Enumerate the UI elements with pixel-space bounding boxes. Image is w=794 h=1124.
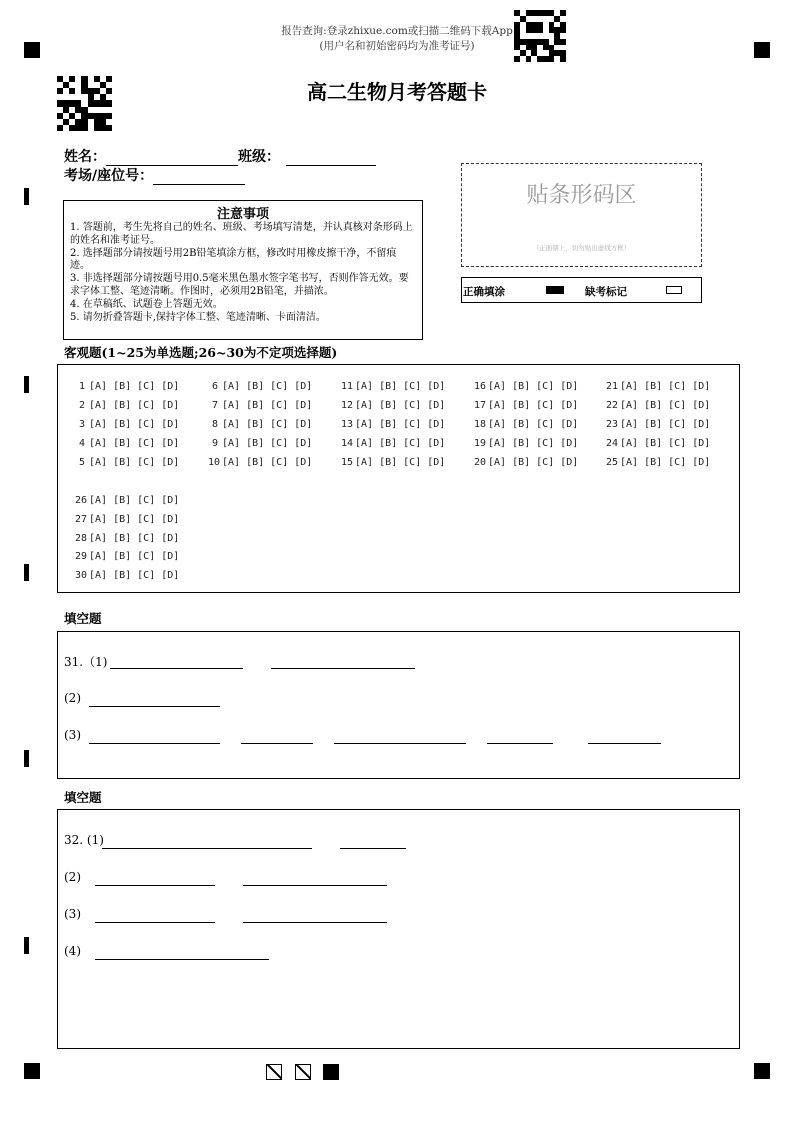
question-number: 26 (75, 495, 88, 506)
answer-options[interactable]: [A] [B] [C] [D] (89, 495, 180, 506)
qr-cell (106, 125, 112, 131)
question-32-1: 32. (1) (64, 833, 104, 847)
question-number: 1 (78, 381, 85, 392)
question-number: 11 (341, 381, 354, 392)
answer-line[interactable] (95, 959, 269, 960)
answer-options[interactable]: [A] [B] [C] [D] (89, 438, 180, 449)
notice-title: 注意事项 (216, 207, 269, 222)
answer-options[interactable]: [A] [B] [C] [D] (89, 570, 180, 581)
student-info-row1 (64, 146, 376, 166)
class-label: 班级： (238, 149, 280, 165)
name-label: 姓名： (64, 149, 106, 165)
question-number: 2 (78, 400, 85, 411)
timing-mark (24, 937, 29, 954)
report-info-line1: 报告查询:登录zhixue.com或扫描二维码下载App (281, 25, 513, 37)
question-number: 13 (341, 419, 354, 430)
question-number: 30 (75, 570, 88, 581)
question-number: 17 (474, 400, 487, 411)
answer-options[interactable]: [A] [B] [C] [D] (355, 438, 446, 449)
answer-options[interactable]: [A] [B] [C] [D] (488, 400, 579, 411)
question-number: 8 (211, 419, 218, 430)
answer-line[interactable] (89, 743, 220, 744)
notice-item: 3. 非选择题部分请按题号用0.5毫米黑色墨水签字笔书写，否则作答无效。要求字体工整、笔迹清晰。作图时，必须用2B铅笔，并描浓。 (70, 273, 409, 297)
question-number: 19 (474, 438, 487, 449)
answer-options[interactable]: [A] [B] [C] [D] (488, 457, 579, 468)
answer-line[interactable] (588, 743, 661, 744)
question-number: 7 (211, 400, 218, 411)
question-number: 28 (75, 533, 88, 544)
answer-options[interactable]: [A] [B] [C] [D] (89, 551, 180, 562)
question-number: 23 (606, 419, 619, 430)
fill-in-title-1: 填空题 (64, 611, 102, 626)
question-31-1: 31.（1) (64, 655, 108, 669)
report-info-line2: (用户名和初始密码均为准考证号) (319, 40, 475, 52)
answer-options[interactable]: [A] [B] [C] [D] (89, 381, 180, 392)
answer-options[interactable]: [A] [B] [C] [D] (89, 419, 180, 430)
corner-mark-bottom-left (24, 1063, 40, 1079)
question-number: 14 (341, 438, 354, 449)
barcode-area (461, 163, 702, 267)
answer-options[interactable]: [A] [B] [C] [D] (620, 419, 711, 430)
page-title: 高二生物月考答题卡 (307, 80, 487, 104)
answer-options[interactable]: [A] [B] [C] [D] (620, 381, 711, 392)
answer-options[interactable]: [A] [B] [C] [D] (620, 400, 711, 411)
report-info (0, 24, 794, 54)
answer-line[interactable] (241, 743, 313, 744)
notice-item: 4. 在草稿纸、试题卷上答题无效。 (70, 298, 223, 310)
fill-in-box-32 (57, 809, 740, 1049)
question-number: 21 (606, 381, 619, 392)
question-32-3: (3) (64, 907, 81, 921)
answer-line[interactable] (243, 922, 387, 923)
answer-line[interactable] (487, 743, 553, 744)
question-number: 25 (606, 457, 619, 468)
qr-cell (560, 56, 566, 62)
answer-options[interactable]: [A] [B] [C] [D] (89, 514, 180, 525)
answer-options[interactable]: [A] [B] [C] [D] (620, 438, 711, 449)
answer-line[interactable] (271, 668, 415, 669)
question-number: 18 (474, 419, 487, 430)
qr-code-download (514, 10, 566, 62)
timing-mark (24, 376, 29, 393)
timing-mark (24, 564, 29, 581)
absent-label: 缺考标记 (585, 286, 627, 298)
room-seat-field[interactable] (153, 168, 245, 185)
notice-item: 5. 请勿折叠答题卡,保持字体工整、笔迹清晰、卡面清洁。 (70, 311, 326, 323)
question-number: 12 (341, 400, 354, 411)
answer-line[interactable] (95, 885, 215, 886)
question-31-2: (2) (64, 691, 81, 705)
room-seat-label: 考场/座位号： (64, 168, 154, 184)
answer-options[interactable]: [A] [B] [C] [D] (89, 457, 180, 468)
objective-title: 客观题(1~25为单选题;26~30为不定项选择题) (64, 345, 338, 360)
question-number: 15 (341, 457, 354, 468)
question-number: 4 (78, 438, 85, 449)
answer-options[interactable]: [A] [B] [C] [D] (89, 533, 180, 544)
answer-options[interactable]: [A] [B] [C] [D] (355, 381, 446, 392)
answer-line[interactable] (89, 706, 220, 707)
barcode-hint: （正面朝上，切勿贴出虚线方框） (532, 244, 631, 252)
correct-fill-label: 正确填涂 (463, 286, 505, 298)
answer-options[interactable]: [A] [B] [C] [D] (488, 419, 579, 430)
answer-options[interactable]: [A] [B] [C] [D] (222, 457, 313, 468)
answer-options[interactable]: [A] [B] [C] [D] (488, 438, 579, 449)
absent-checkbox[interactable] (666, 286, 682, 294)
answer-options[interactable]: [A] [B] [C] [D] (222, 400, 313, 411)
answer-options[interactable]: [A] [B] [C] [D] (89, 400, 180, 411)
answer-options[interactable]: [A] [B] [C] [D] (355, 457, 446, 468)
answer-options[interactable]: [A] [B] [C] [D] (355, 400, 446, 411)
question-number: 6 (211, 381, 218, 392)
question-number: 22 (606, 400, 619, 411)
answer-line[interactable] (340, 848, 406, 849)
notice-item: 2. 选择题部分请按题号用2B铅笔填涂方框，修改时用橡皮擦干净，不留痕迹。 (70, 247, 397, 272)
page-marker-crossed (295, 1064, 311, 1080)
answer-line[interactable] (110, 668, 243, 669)
fill-in-title-2: 填空题 (64, 790, 102, 805)
answer-options[interactable]: [A] [B] [C] [D] (222, 438, 313, 449)
barcode-label: 贴条形码区 (526, 183, 637, 208)
question-number: 24 (606, 438, 619, 449)
timing-mark (24, 750, 29, 767)
question-number: 16 (474, 381, 487, 392)
question-32-4: (4) (64, 944, 81, 958)
answer-options[interactable]: [A] [B] [C] [D] (222, 419, 313, 430)
question-number: 27 (75, 514, 88, 525)
question-number: 10 (208, 457, 221, 468)
fill-sample-box (461, 277, 702, 303)
question-number: 3 (78, 419, 85, 430)
question-number: 29 (75, 551, 88, 562)
answer-line[interactable] (334, 743, 466, 744)
student-info-row2 (64, 165, 245, 185)
question-number: 20 (474, 457, 487, 468)
question-32-2: (2) (64, 870, 81, 884)
answer-options[interactable]: [A] [B] [C] [D] (620, 457, 711, 468)
correct-fill-mark (546, 286, 564, 294)
answer-options[interactable]: [A] [B] [C] [D] (222, 381, 313, 392)
page-marker-filled (323, 1064, 339, 1080)
fill-in-box-31 (57, 631, 740, 779)
answer-line[interactable] (243, 885, 387, 886)
question-31-3: (3) (64, 728, 81, 742)
notice-item: 1. 答题前，考生先将自己的姓名、班级、考场填写清楚，并认真核对条形码上的姓名和准考证号。 (70, 222, 413, 246)
class-field[interactable] (286, 149, 376, 166)
question-number: 5 (78, 457, 85, 468)
question-number: 9 (211, 438, 218, 449)
answer-line[interactable] (95, 922, 215, 923)
timing-mark (24, 188, 29, 205)
notice-box (63, 200, 423, 340)
name-field[interactable] (106, 149, 238, 166)
answer-options[interactable]: [A] [B] [C] [D] (488, 381, 579, 392)
answer-line[interactable] (102, 848, 312, 849)
answer-options[interactable]: [A] [B] [C] [D] (355, 419, 446, 430)
page-marker-crossed (266, 1064, 282, 1080)
corner-mark-bottom-right (754, 1063, 770, 1079)
